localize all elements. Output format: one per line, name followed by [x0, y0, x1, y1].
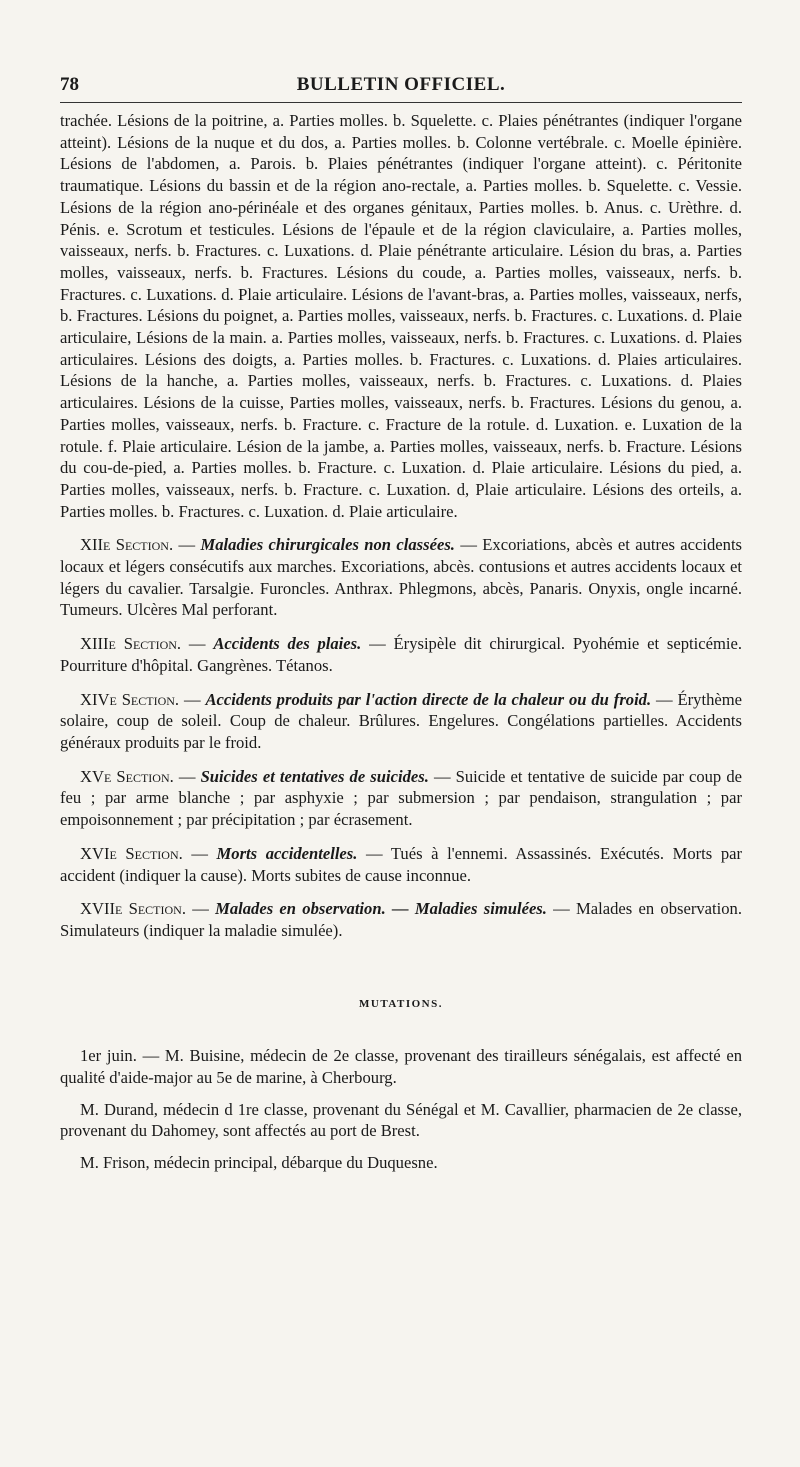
section-paragraph: XIVe Section. — Accidents produits par l'action directe de la chaleur ou du froid. — Érythème solaire, coup de soleil. Coup de chaleur. Brûlures. Engelures. Congélations partielles. Accidents généraux produits par le froid. — [60, 689, 743, 752]
continuation-paragraph: trachée. Lésions de la poitrine, a. Parties molles. b. Squelette. c. Plaies pénétrantes (indiquer l'organe atteint). Lésions de la nuque et du dos, a. Parties molles. b. Colonne vertébrale. c. Moelle épinière. Lésions de l'abdomen, a. Parois. b. Plaies pénétrantes (indiquer l'organe atteint). c. Péritonite traumatique. Lésions du bassin et de la région ano-rectale, a. Parties molles. b. Squelette. c. Vessie. Lésions de la région ano-périnéale et des organes génitaux, Parties molles. b. Anus. c. Urèthre. d. Pénis. e. Scrotum et testicules. Lésions de l'épaule et de la région claviculaire, a. Parties molles, vaisseaux, nerfs. b. Fractures. c. Luxations. d. Plaie pénétrante articulaire. Lésion du bras, a. Parties molles, vaisseaux, nerfs. b. Fractures. Lésions du coude, a. Parties molles, vaisseaux, nerfs. b. Fractures. c. Luxations. d. Plaie articulaire. Lésions de l'avant-bras, a. Parties molles, vaisseaux, nerfs, b. Fractures. Lésions du poignet, a. Parties molles, vaisseaux, nerfs. b. Fractures. c. Luxations. d. Plaie articulaire, Lésions de la main. a. Parties molles, vaisseaux, nerfs. b. Fractures. c. Luxations. d. Plaies articulaires. Lésions des doigts, a. Parties molles. b. Fractures. c. Luxations. d. Plaies articulaires. Lésions de la hanche, a. Parties molles, vaisseaux, nerfs. b. Fractures. c. Luxations. d. Plaies articulaires. Lésions de la cuisse, Parties molles, vaisseaux, nerfs. b. Fractures. Lésions du genou, a. Parties molles, vaisseaux, nerfs. b. Fracture. c. Fracture de la rotule. d. Luxation. e. Luxation de la rotule. f. Plaie articulaire. Lésion de la jambe, a. Parties molles, vaisseaux, nerfs. b. Fracture. Lésions du cou-de-pied, a. Parties molles. b. Fracture. c. Luxation. d. Plaie articulaire. Lésions du pied, a. Parties molles, vaisseaux, nerfs. b. Fracture. c. Luxation. d, Plaie articulaire. Lésions des orteils, a. Parties molles. b. Fractures. c. Luxation. d. Plaie articulaire. — [60, 111, 742, 521]
section-text: Suicide et tentative de suicide par coup de feu ; par arme blanche ; par asphyxie ; par submersion ; par pendaison, strangulation ; par empoisonnement ; par précipitation ; par écrasement. — [60, 766, 742, 830]
section-label: XVIe Section. — [80, 843, 183, 863]
section-paragraph: XVIIe Section. — Malades en observation. — Maladies simulées. — Malades en observation. Simulateurs (indiquer la maladie simulée). — [60, 899, 742, 940]
page-number: 78 — [60, 74, 79, 95]
section-title: Maladies chirurgicales non classées. — [200, 535, 455, 555]
section-title: Accidents produits par l'action directe de la chaleur ou du froid. — [205, 689, 652, 709]
section-title: Accidents des plaies. — [213, 634, 362, 654]
section-label: XIIIe Section. — [80, 634, 182, 654]
section-paragraph: XIIe Section. — Maladies chirurgicales non classées. — Excoriations, abcès et autres accidents locaux et légers consécutifs aux marches. Excoriations, abcès. contusions et autres accidents locaux et légers du cavalier. Tarsalgie. Furoncles. Anthrax. Phlegmons, abcès, Panaris. Onyxis, ongle incarné. Tumeurs. Ulcères Mal perforant. — [60, 535, 743, 620]
section-label: XVe Section. — [80, 766, 174, 786]
mutations-heading: MUTATIONS. — [359, 997, 443, 1010]
section-label: XIVe Section. — [80, 689, 180, 709]
section-label: XVIIe Section. — [80, 899, 186, 919]
page-body — [60, 110, 742, 1174]
mutation-entry: M. Frison, médecin principal, débarque du Duquesne. — [80, 1153, 438, 1173]
section-text: Érythème solaire, coup de soleil. Coup de chaleur. Brûlures. Engelures. Congélations partielles. Accidents généraux produits par le froid. — [60, 689, 743, 752]
mutation-entry: M. Durand, médecin d 1re classe, provenant du Sénégal et M. Cavallier, pharmacien de 2e classe, provenant du Dahomey, sont affectés au port de Brest. — [60, 1099, 742, 1141]
mutation-entry: 1er juin. — M. Buisine, médecin de 2e classe, provenant des tirailleurs sénégalais, est affecté en qualité d'aide-major au 5e de marine, à Cherbourg. — [60, 1046, 742, 1088]
section-title: Morts accidentelles. — [216, 843, 358, 863]
section-title: Suicides et tentatives de suicides. — [200, 766, 429, 786]
section-title: Malades en observation. — Maladies simulées. — [215, 899, 547, 919]
section-label: XIIe Section. — [80, 535, 174, 555]
running-title: BULLETIN OFFICIEL. — [296, 74, 506, 95]
section-text: Tués à l'ennemi. Assassinés. Exécutés. Morts par accident (indiquer la cause). Morts subites de cause inconnue. — [60, 843, 743, 885]
section-text: Érysipèle dit chirurgical. Pyohémie et septicémie. Pourriture d'hôpital. Gangrènes. Tétanos. — [60, 634, 743, 675]
section-paragraph: XVIe Section. — Morts accidentelles. — Tués à l'ennemi. Assassinés. Exécutés. Morts par accident (indiquer la cause). Morts subites de cause inconnue. — [60, 843, 743, 885]
section-text: Malades en observation. Simulateurs (indiquer la maladie simulée). — [60, 899, 742, 940]
header-rule — [60, 102, 742, 103]
section-paragraph: XIIIe Section. — Accidents des plaies. — Érysipèle dit chirurgical. Pyohémie et septicémie. Pourriture d'hôpital. Gangrènes. Tétanos. — [60, 634, 743, 675]
page-header — [60, 72, 742, 102]
section-paragraph: XVe Section. — Suicides et tentatives de suicides. — Suicide et tentative de suicide par coup de feu ; par arme blanche ; par asphyxie ; par submersion ; par pendaison, strangulation ; par empoisonnement ; par précipitation ; par écrasement. — [60, 766, 742, 830]
section-text: Excoriations, abcès et autres accidents locaux et légers consécutifs aux marches. Excoriations, abcès. contusions et autres accidents locaux et légers du cavalier. Tarsalgie. Furoncles. Anthrax. Phlegmons, abcès, Panaris. Onyxis, ongle incarné. Tumeurs. Ulcères Mal perforant. — [60, 535, 743, 620]
